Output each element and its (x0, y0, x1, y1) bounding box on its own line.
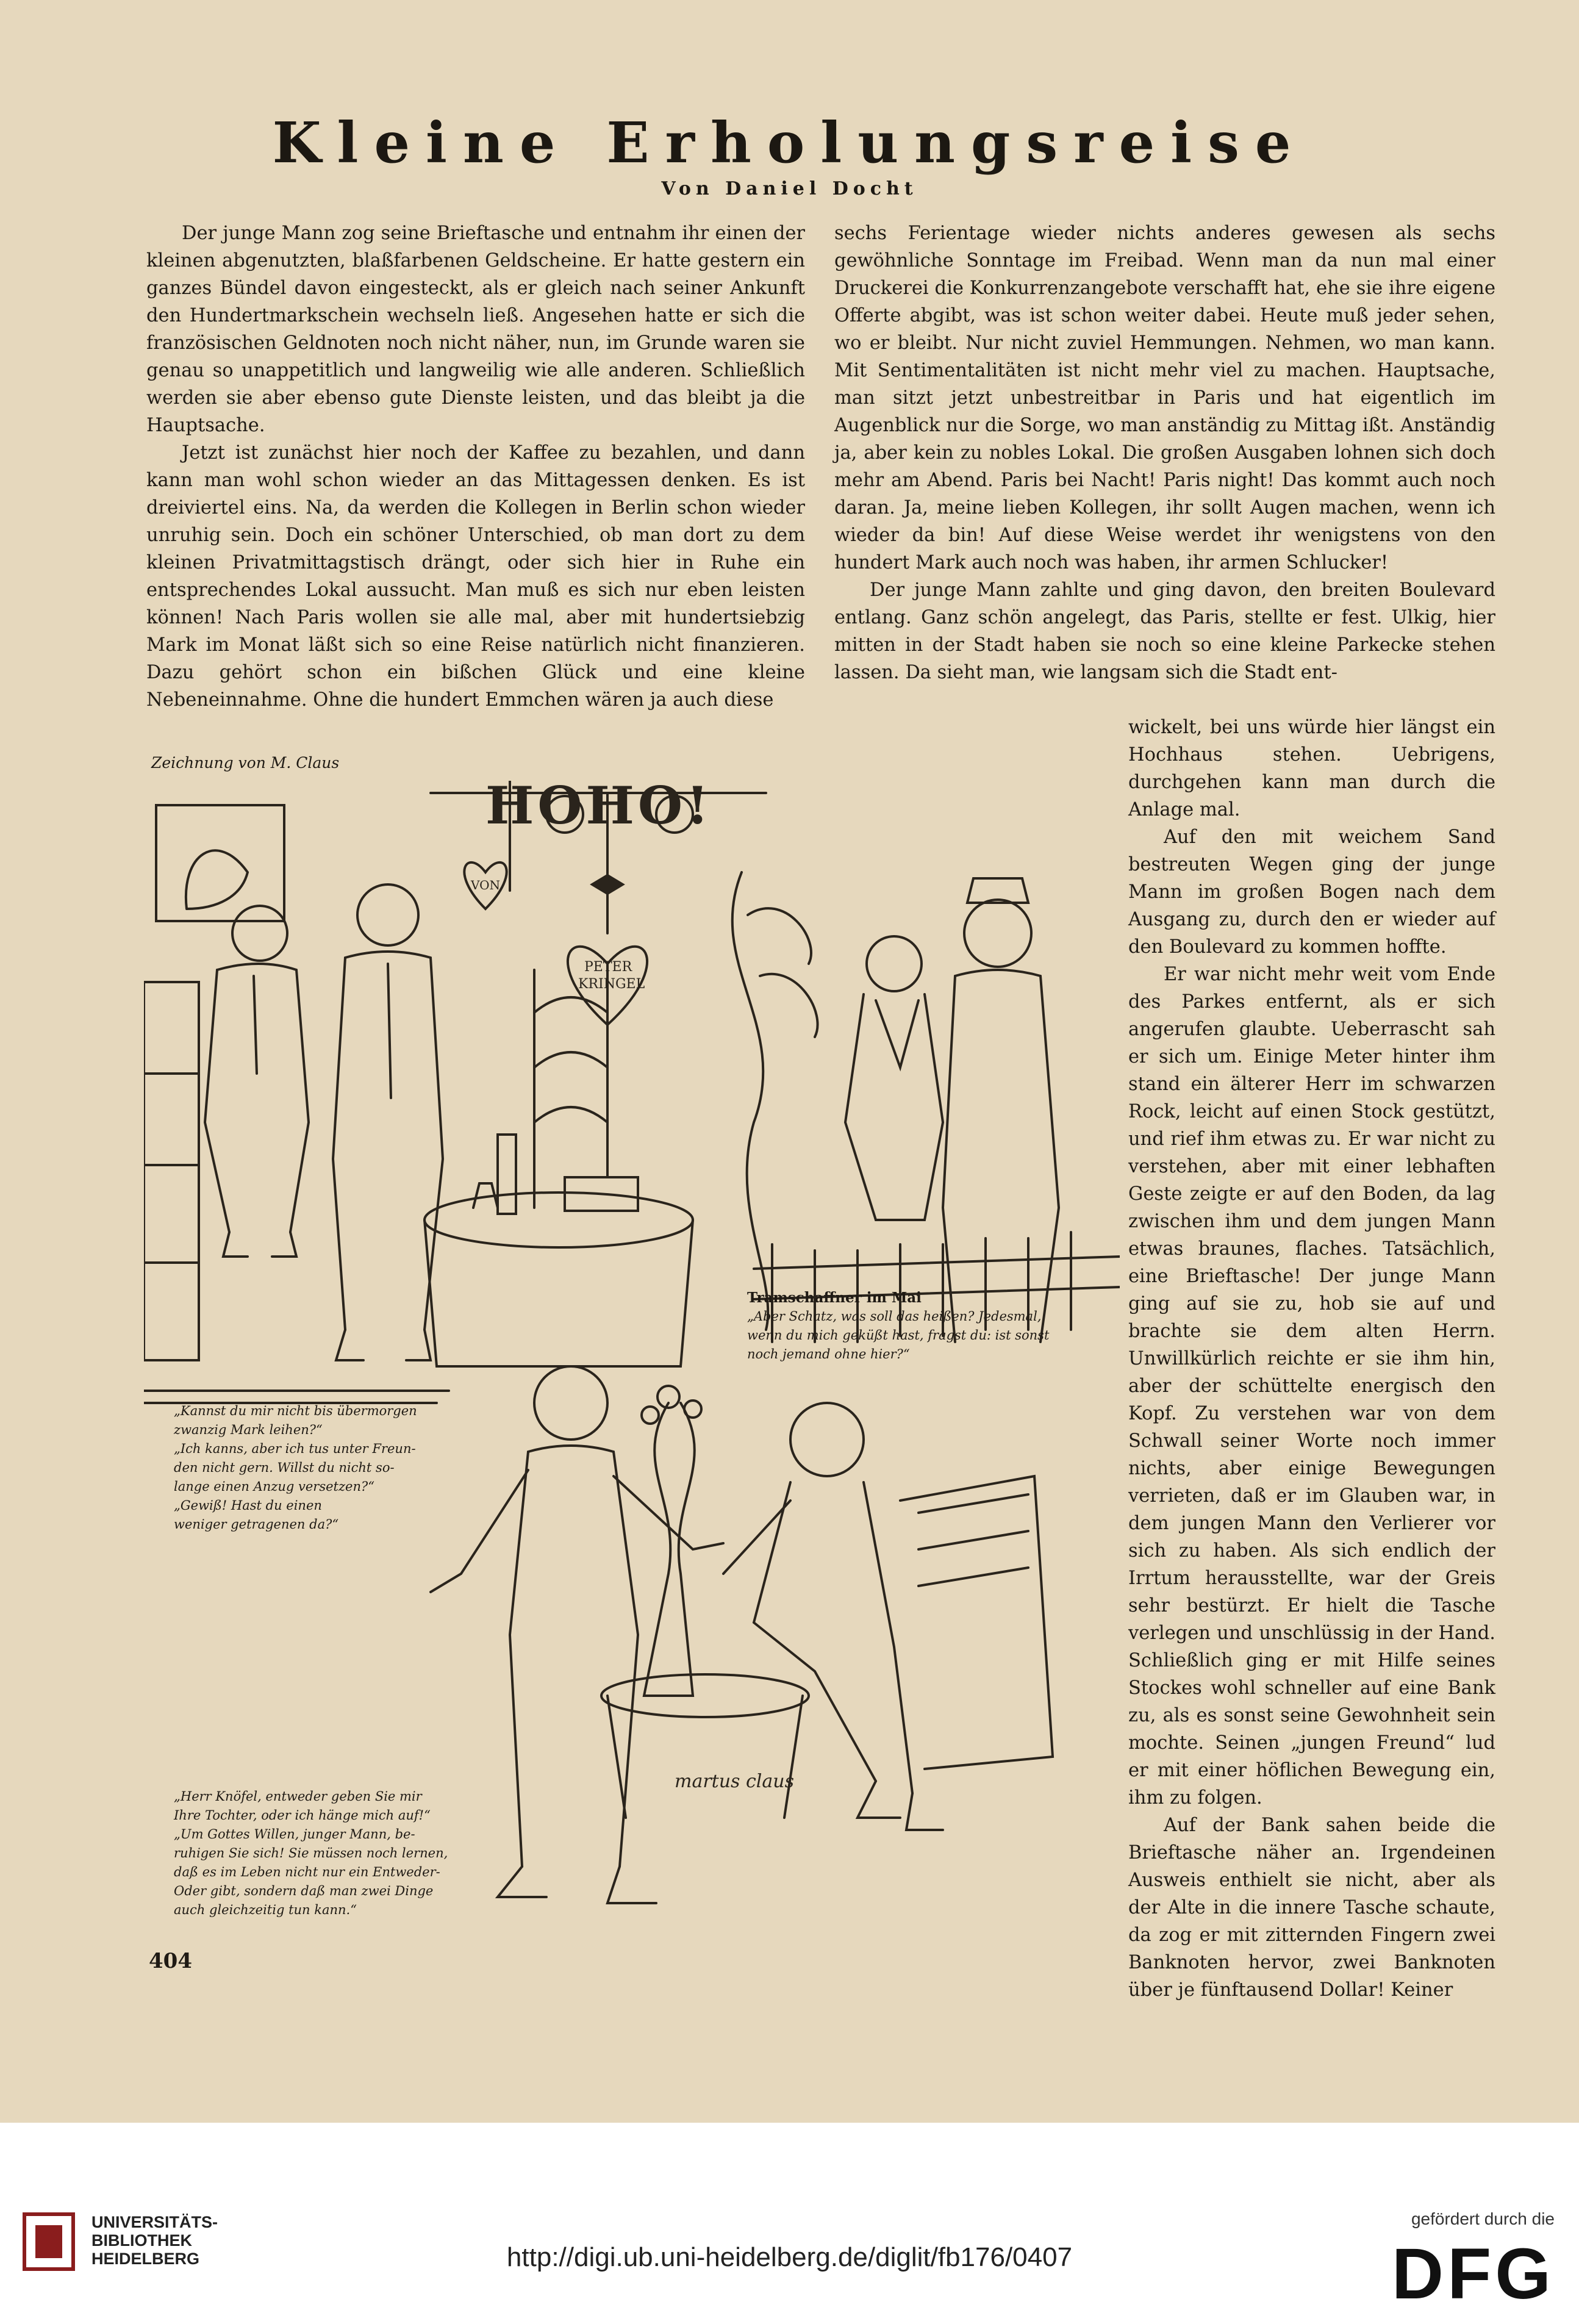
caption-line: daß es im Leben nicht nur ein Entweder- (174, 1865, 440, 1879)
couple-figure (732, 872, 1059, 1342)
caption-line: „Ich kanns, aber ich tus unter Freun- (174, 1441, 416, 1456)
caption-line: „Aber Schatz, was soll das heißen? Jedesmal, (747, 1309, 1042, 1324)
caption-line: „Kannst du mir nicht bis übermorgen (174, 1404, 417, 1418)
paragraph: Der junge Mann zahlte und ging davon, den breiten Boulevard entlang. Ganz schön angelegt, das Paris, stellte er fest. Ulkig, hier mitten in der Stadt haben sie noch so eine kleine Parkecke stehen lassen. Da sieht man, wie langsam sich die Stadt ent- (834, 579, 1495, 683)
caption-line: „Gewiß! Hast du einen (174, 1498, 322, 1513)
two-men-figure (205, 884, 443, 1360)
paragraph: Auf den mit weichem Sand bestreuten Wegen ging der junge Mann im großen Bogen nach dem Ausgang zu, durch den er wieder auf den Boulevard zu kommen hoffte. (1128, 827, 1495, 958)
von-sign-text: VON (471, 878, 500, 892)
sponsor-note: gefördert durch die (1411, 2209, 1555, 2228)
paragraph: sechs Ferientage wieder nichts anderes gewesen als sechs gewöhnliche Sonntage im Freibad. Wenn man da nun mal einer Druckerei die Konkurrenzangebote verschafft hat, ehe sie ihre eigene Offerte abgibt, was ist schon weiter dabei. Heute muß jeder sehen, wo er bleibt. Nur nicht zuviel Hemmungen. Nehmen, wo man kann. Mit Sentimentalitäten ist nicht mehr viel zu machen. Hauptsache, man sitzt jetzt unbestreitbar in Paris und hat eigentlich im Augenblick nur die Sorge, wo man anständig zu Mittag ißt. Anständig ja, aber kein zu nobles Lokal. Die großen Ausgaben lohnen sich doch mehr am Abend. Paris bei Nacht! Paris night! Das kommt auch noch daran. Ja, meine lieben Kollegen, ihr sollt Augen machen, wenn ich wieder da bin! Auf diese Weise werdet ihr wenigstens von den hundert Mark auch noch was haben, ihr armen Schlucker! (834, 223, 1495, 573)
caption-line: noch jemand ohne hier?“ (747, 1347, 910, 1361)
flower-vase (642, 1386, 701, 1696)
hoho-sign-text: HOHO! (485, 781, 712, 836)
article-byline: Von Daniel Docht (661, 178, 918, 199)
paragraph: Auf der Bank sahen beide die Brieftasche näher an. Irgendeinen Ausweis enthielt sie nicht, aber als der Alte in die innere Tasche schaute, da zog er mit zitternden Fingern zwei Banknoten hervor, zwei Banknoten über je fünftausend Dollar! Keiner (1128, 1815, 1495, 2001)
caption-line: Ihre Tochter, oder ich hänge mich auf!“ (174, 1808, 431, 1823)
paragraph: Der junge Mann zog seine Brieftasche und entnahm ihr einen der kleinen abgenutzten, blaßfarbenen Geldscheine. Er hatte gestern ein ganzes Bündel davon eingesteckt, als er gleich nach seiner Ankunft den Hundertmarkschein wechseln ließ. Angesehen hatte er sich die französischen Geldnoten noch nicht näher, nun, im Grunde waren sie genau so unappetitlich und langweilig wie alle anderen. Schließlich werden sie aber ebenso gute Dienste leisten, und das bleibt ja die Hauptsache. (146, 223, 805, 436)
artist-signature: martus claus (675, 1771, 794, 1792)
caption-line: ruhigen Sie sich! Sie müssen noch lernen, (174, 1846, 448, 1860)
table-with-bottle (424, 1135, 693, 1366)
caption-line: Oder gibt, sondern daß man zwei Dinge (174, 1884, 434, 1898)
library-name: UNIVERSITÄTS- BIBLIOTHEK HEIDELBERG (91, 2213, 218, 2268)
peter-sign-text: PETER (584, 959, 632, 975)
viewer-footer (0, 2123, 1579, 2324)
kringel-sign-text: KRINGEL (578, 977, 645, 992)
caption-line: auch gleichzeitig tun kann.“ (174, 1903, 357, 1917)
caption-line: weniger getragenen da?“ (174, 1517, 339, 1532)
caption-line: „Herr Knöfel, entweder geben Sie mir (174, 1789, 422, 1804)
caption-bottom-left (174, 1787, 515, 1920)
dfg-logo: DFG (1391, 2234, 1555, 2314)
caption-line: wenn du mich geküßt hast, fragst du: ist sonst (747, 1328, 1050, 1343)
document-url[interactable]: http://digi.ub.uni-heidelberg.de/diglit/fb176/0407 (506, 2242, 1073, 2272)
paragraph: Er war nicht mehr weit vom Ende des Parkes entfernt, als er sich angerufen glaubte. Ueberrascht sah er sich um. Einige Meter hinter ihm stand ein älterer Herr im schwarzen Rock, leicht auf einen Stock gestützt, und rief ihm etwas zu. Er war nicht zu verstehen, aber mit einer lebhaften Geste zeigte er auf den Boden, da lag zwischen ihm und dem jungen Mann etwas braunes, flaches. Tatsächlich, eine Brieftasche! Der junge Mann ging auf sie zu, hob sie auf und brachte sie dem alten Herrn. Unwillkürlich reichte er sie ihm hin, aber der schüttelte energisch den Kopf. Zu verstehen war von dem Schwall seiner Worte noch immer nichts, aber einige Bewegungen verrieten, daß er im Glauben war, in dem jungen Mann den Verlierer vor sich zu haben. Als sich endlich der Irrtum herausstellte, war der Greis sehr bestürzt. Er hielt die Tasche verlegen und unschlüssig in der Hand. Schließlich ging er mit Hilfe seines Stockes wohl schneller auf eine Bank zu, als es sonst seine Gewohnheit sein mochte. Seinen „jungen Freund“ lud er mit einer höflichen Bewegung ein, ihm zu folgen. (1128, 964, 1495, 1809)
paragraph: Jetzt ist zunächst hier noch der Kaffee zu bezahlen, und dann kann man wohl schon wieder an das Mittagessen denken. Es ist dreiviertel eins. Na, da werden die Kollegen in Berlin schon wieder unruhig sein. Doch ein schöner Unterschied, ob man dort zu dem kleinen Privatmittagstisch drängt, oder sich hier in Ruhe ein entsprechendes Lokal aussucht. Man muß es sich nur eben leisten können! Nach Paris wollen sie alle mal, aber mit hundertsiebzig Mark im Monat läßt sich so eine Reise natürlich nicht finanzieren. Dazu gehört schon ein bißchen Glück und eine kleine Nebeneinnahme. Ohne die hundert Emmchen wären ja auch diese (146, 442, 805, 711)
caption-line: lange einen Anzug versetzen?“ (174, 1479, 374, 1494)
caption-line: zwanzig Mark leihen?“ (174, 1422, 323, 1437)
page-number: 404 (149, 1949, 192, 1973)
text-column-left (146, 220, 805, 714)
caption-top-left (174, 1402, 479, 1534)
caption-line: den nicht gern. Willst du nicht so- (174, 1460, 395, 1475)
caption-line: „Um Gottes Willen, junger Mann, be- (174, 1827, 415, 1842)
article-title: Kleine Erholungsreise (272, 110, 1307, 176)
text-column-right (834, 220, 1495, 686)
caption-title: Tramschaffner im Mai (747, 1289, 922, 1306)
illustration-credit: Zeichnung von M. Claus (151, 754, 340, 772)
caption-tram (747, 1288, 1089, 1364)
paragraph: wickelt, bei uns würde hier längst ein Hochhaus stehen. Uebrigens, durchgehen kann man durch die Anlage mal. (1128, 717, 1495, 820)
old-man-in-chair (723, 1403, 1053, 1830)
text-column-narrow (1128, 714, 1495, 2004)
